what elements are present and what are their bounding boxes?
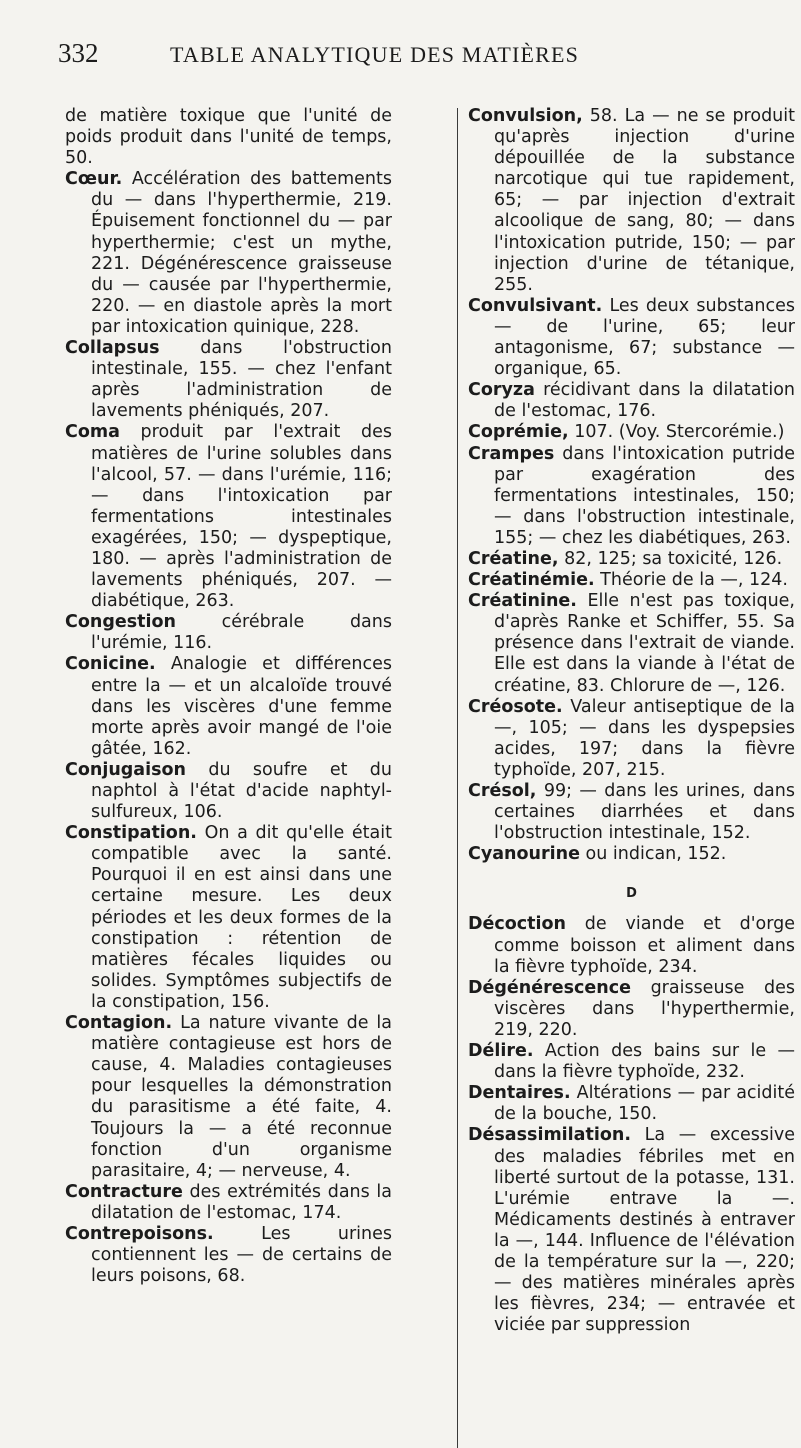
entry-term: Contracture — [65, 1181, 183, 1202]
entry-text: du soufre et du naphtol à l'état d'acide naphtyl-sulfureux, 106. — [91, 759, 392, 823]
index-entry — [468, 1125, 795, 1336]
entry-text: graisseuse des viscères dans l'hyperthermie, 219, 220. — [494, 977, 795, 1040]
entry-text: Analogie et différences entre la — et un alcaloïde trouvé dans les viscères d'une femme morte après avoir mangé de l'oie gâtée, 162. — [91, 654, 392, 759]
entry-term: Créatine, — [468, 548, 559, 569]
entry-text: Les urines contiennent les — de certains de leurs poisons, 68. — [91, 1223, 392, 1287]
entry-text: de matière toxique que l'unité de poids produit dans l'unité de temps, 50. — [65, 106, 392, 169]
entry-term: Crésol, — [468, 781, 537, 801]
index-entry — [468, 1041, 795, 1083]
entry-term: Coma — [65, 422, 120, 443]
index-entry — [65, 106, 392, 169]
entry-term: Décoction — [468, 914, 567, 935]
entry-text: On a dit qu'elle était compatible avec la santé. Pourquoi il en est ainsi dans une certaine mesure. Les deux périodes et les deux formes de la constipation : rétention de matières fécales liquides ou solides. Symptômes subjectifs de la constipation, 156. — [91, 823, 392, 1012]
entry-text: Théorie de la —, 124. — [594, 570, 788, 591]
entry-term: Conicine. — [65, 654, 156, 675]
index-entry — [468, 781, 795, 844]
entry-text: cérébrale dans l'urémie, 116. — [91, 612, 392, 654]
index-entry — [468, 591, 795, 696]
entry-term: Conjugaison — [65, 759, 187, 780]
entry-text: 107. (Voy. Stercorémie.) — [568, 422, 785, 443]
index-entry — [65, 1224, 392, 1287]
entry-text: 82, 125; sa toxicité, 126. — [558, 548, 783, 569]
entry-text: des extrémités dans la dilatation de l'estomac, 174. — [91, 1181, 392, 1223]
index-entry — [468, 106, 795, 296]
entry-term: Contrepoisons. — [65, 1223, 214, 1244]
entry-text: Les deux substances — de l'urine, 65; leur antagonisme, 67; substance — organique, 65. — [494, 295, 795, 380]
entry-text: 58. La — ne se produit qu'après injection d'urine dépouillée de la substance narcotique qui tue rapidement, 65; — par injection d'extrait alcoolique de sang, 80; — dans l'intoxication putride, 150; — par injection d'urine de tétanique, 255. — [494, 106, 795, 295]
entry-text: récidivant dans la dilatation de l'estomac, 176. — [494, 380, 795, 422]
left-column — [65, 106, 392, 1287]
index-entry — [468, 697, 795, 781]
index-entry — [65, 422, 392, 612]
entry-text: de viande et d'orge comme boisson et aliment dans la fièvre typhoïde, 234. — [494, 914, 795, 977]
index-entry — [65, 654, 392, 759]
index-entry — [468, 380, 795, 422]
entry-text: ou indican, 152. — [579, 844, 727, 865]
index-entry — [468, 549, 795, 570]
entry-term: Créatinémie. — [468, 570, 595, 591]
index-entry — [468, 914, 795, 977]
entry-term: Créosote. — [468, 696, 563, 717]
entry-text: dans l'intoxication putride par exagération des fermentations intestinales, 150; — dans l'obstruction intestinale, 155; — chez les diabétiques, 263. — [494, 443, 795, 548]
entry-term: Congestion — [65, 612, 176, 633]
index-entry — [468, 978, 795, 1041]
entry-term: Désassimilation. — [468, 1125, 631, 1146]
entry-term: Coprémie, — [468, 422, 569, 443]
entry-term: Dégénérescence — [468, 977, 631, 998]
entry-term: Délire. — [468, 1041, 534, 1062]
page-number: 332 — [58, 38, 99, 68]
index-entry — [468, 296, 795, 380]
entry-term: Dentaires. — [468, 1083, 571, 1104]
section-letter: D — [626, 886, 637, 902]
index-entry — [468, 570, 795, 591]
index-entry — [65, 612, 392, 654]
entry-term: Crampes — [468, 443, 555, 464]
entry-text: dans l'obstruction intestinale, 155. — chez l'enfant après l'administration de lavements phéniqués, 207. — [91, 338, 392, 422]
entry-text: 99; — dans les urines, dans certaines diarrhées et dans l'obstruction intestinale, 152. — [494, 781, 795, 844]
column-divider — [457, 108, 458, 1448]
index-entry — [65, 1182, 392, 1224]
index-entry — [65, 823, 392, 1013]
entry-term: Cyanourine — [468, 844, 580, 865]
entry-text: Elle n'est pas toxique, d'après Ranke et Schiffer, 55. Sa présence dans l'extrait de viande. Elle est dans la viande à l'état de créatine, 83. Chlorure de —, 126. — [494, 591, 795, 696]
entry-text: La nature vivante de la matière contagieuse est hors de cause, 4. Maladies contagieuses pour lesquelles la démonstration du parasitisme a été faite, 4. Toujours la — a été reconnue fonction d'un organisme parasitaire, 4; — nerveuse, 4. — [91, 1013, 392, 1181]
entry-term: Contagion. — [65, 1013, 173, 1034]
index-entry — [65, 1013, 392, 1182]
index-entry — [468, 444, 795, 549]
entry-text: Valeur antiseptique de la —, 105; — dans les dyspepsies acides, 197; dans la fièvre typhoïde, 207, 215. — [494, 696, 795, 780]
index-entry — [65, 169, 392, 338]
entry-term: Collapsus — [65, 338, 160, 359]
entry-term: Convulsion, — [468, 106, 583, 126]
index-entry — [65, 760, 392, 823]
index-entry — [468, 1083, 795, 1125]
entry-term: Convulsivant. — [468, 295, 603, 316]
entry-text: Altérations — par acidité de la bouche, 150. — [494, 1083, 795, 1125]
entry-text: La — excessive des maladies fébriles met en liberté surtout de la potasse, 131. L'urémie entrave la —. Médicaments destinés à entraver la —, 144. Influence de l'élévation de la température sur la —, 220; — des matières minérales après les fièvres, 234; — entravée et viciée par suppression — [494, 1125, 795, 1336]
entry-term: Coryza — [468, 380, 535, 401]
index-entry — [65, 338, 392, 422]
entry-term: Cœur. — [65, 169, 123, 190]
running-title: TABLE ANALYTIQUE DES MATIÈRES — [170, 42, 580, 67]
entry-text: produit par l'extrait des matières de l'urine solubles dans l'alcool, 57. — dans l'urémie, 116; — dans l'intoxication par fermentations intestinales exagérées, 150; — dyspeptique, 180. — après l'administration de lavements phéniqués, 207. — diabétique, 263. — [91, 422, 392, 612]
entry-term: Créatinine. — [468, 591, 577, 612]
entry-text: Accélération des battements du — dans l'hyperthermie, 219. Épuisement fonctionnel du — par hyperthermie; c'est un mythe, 221. Dégénérescence graisseuse du — causée par l'hyperthermie, 220. — en diastole après la mort par intoxication quinique, 228. — [91, 169, 392, 337]
index-entry — [468, 422, 795, 443]
entry-term: Constipation. — [65, 823, 197, 844]
entry-text: Action des bains sur le — dans la fièvre typhoïde, 232. — [494, 1041, 795, 1083]
right-column — [468, 106, 795, 1336]
page-header — [58, 38, 768, 72]
index-entry — [468, 844, 795, 865]
